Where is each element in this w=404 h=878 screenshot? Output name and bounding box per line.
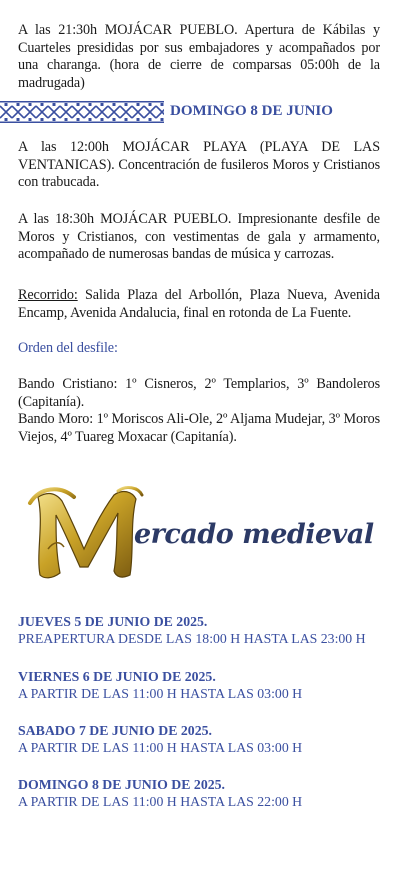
schedule-item: [18, 722, 388, 756]
logo-text: ercado medieval: [134, 519, 374, 550]
schedule-day: VIERNES 6 DE JUNIO DE 2025.: [18, 669, 216, 684]
ornamental-m-letter: [26, 483, 146, 583]
orden-desfile-label: Orden del desfile:: [18, 340, 118, 356]
schedule-day: DOMINGO 8 DE JUNIO DE 2025.: [18, 777, 225, 792]
mercado-medieval-logo: [26, 483, 374, 583]
bando-moro: Bando Moro: 1º Moriscos Ali-Ole, 2º Aljama Mudejar, 3º Moros Viejos, 4º Tuareg Moxacar (Capitanía).: [18, 411, 380, 445]
schedule-hours: A PARTIR DE LAS 11:00 H HASTA LAS 03:00 H: [18, 740, 303, 755]
paragraph-desfile: A las 18:30h MOJÁCAR PUEBLO. Impresionante desfile de Moros y Cristianos, con vestimentas de gala y armamento, acompañado de numerosas bandas de música y carrozas.: [18, 211, 380, 263]
paragraph-apertura-kabilas: A las 21:30h MOJÁCAR PUEBLO. Apertura de Kábilas y Cuarteles presididas por sus embajadores y acompañados por una charanga. (hora de cierre de comparsas 05:00h de la madrugada): [18, 22, 380, 91]
schedule-day: JUEVES 5 DE JUNIO DE 2025.: [18, 614, 208, 629]
paragraph-recorrido: [18, 287, 380, 322]
schedule-hours: A PARTIR DE LAS 11:00 H HASTA LAS 22:00 H: [18, 794, 303, 809]
recorrido-text: Salida Plaza del Arbollón, Plaza Nueva, Avenida Encamp, Avenida Andalucia, final en rotonda de La Fuente.: [18, 287, 380, 321]
bando-cristiano: Bando Cristiano: 1º Cisneros, 2º Templarios, 3º Bandoleros (Capitanía).: [18, 376, 380, 410]
section-title: DOMINGO 8 DE JUNIO: [170, 103, 333, 119]
schedule-item: [18, 613, 388, 647]
schedule-hours: A PARTIR DE LAS 11:00 H HASTA LAS 03:00 H: [18, 686, 303, 701]
schedule-item: [18, 776, 388, 810]
section-header-domingo: [0, 101, 404, 123]
schedule-item: [18, 668, 388, 702]
paragraph-concentracion-fusileros: A las 12:00h MOJÁCAR PLAYA (PLAYA DE LAS VENTANICAS). Concentración de fusileros Moros y Cristianos con trabucada.: [18, 139, 380, 191]
recorrido-label: Recorrido:: [18, 287, 78, 303]
schedule-day: SABADO 7 DE JUNIO DE 2025.: [18, 723, 212, 738]
schedule-hours: PREAPERTURA DESDE LAS 18:00 H HASTA LAS 23:00 H: [18, 631, 366, 646]
decorative-pattern-bar: [0, 101, 164, 123]
